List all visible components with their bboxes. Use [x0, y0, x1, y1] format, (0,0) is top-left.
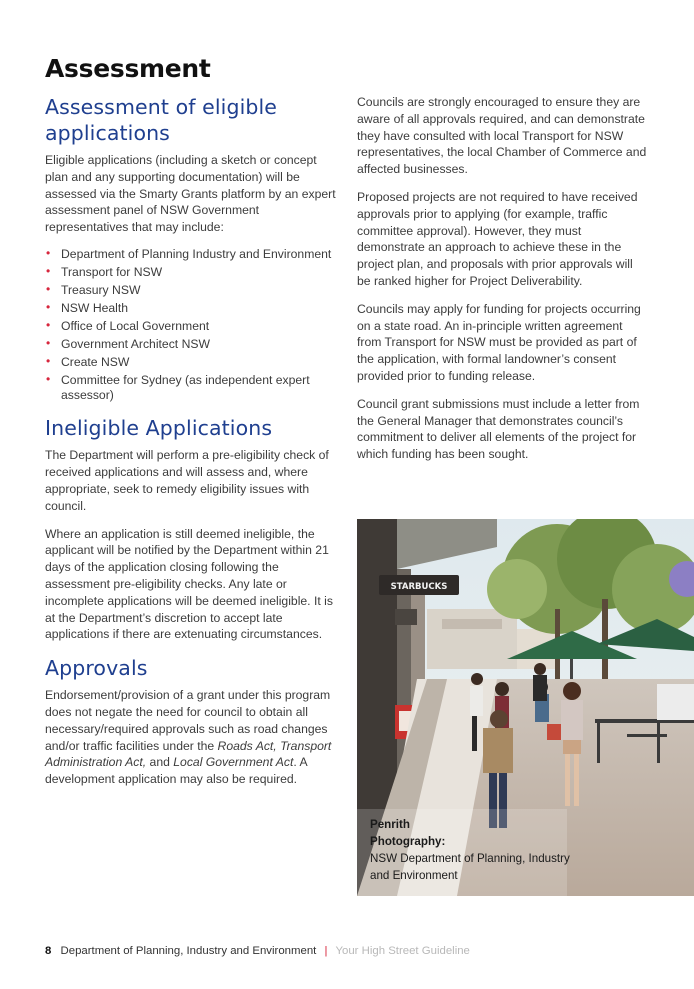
list-item: • Create NSW: [46, 353, 130, 369]
eligible-heading: Assessment of eligible applications: [45, 95, 277, 145]
right-column: [357, 94, 649, 474]
panel-list: [45, 247, 339, 403]
bullet-icon: •: [46, 281, 51, 296]
page-title: Assessment: [45, 54, 211, 83]
caption-credit: NSW Department of Planning, Industry and Environment: [370, 852, 570, 882]
bullet-icon: •: [46, 317, 51, 332]
page-number: 8: [45, 945, 52, 957]
right-para-3: Councils may apply for funding for projects occurring on a state road. An in-principle written agreement from Transport for NSW must be provided as part of the application, with formal landowner’s consent provided prior to funding release.: [357, 301, 641, 383]
caption-label: Photography:: [370, 835, 446, 848]
right-para-4: Council grant submissions must include a letter from the General Manager that demonstrates council’s commitment to deliver all elements of the project for which funding has been sought.: [357, 396, 640, 462]
bullet-icon: •: [46, 263, 51, 278]
list-item: • Office of Local Government: [46, 317, 210, 333]
act-names: Roads Act, Transport Administration Act,: [45, 738, 332, 770]
ineligible-para-1: The Department will perform a pre-eligibility check of received applications and will assess and, where appropriate, seek to remedy eligibility issues with council.: [45, 448, 329, 513]
approvals-para: Endorsement/provision of a grant under this program does not negate the need for council to obtain all necessary/required approvals such as road changes and/or traffic facilities under the Roads Act, Transport Administration Act, and Local Government Act. A development application may also be required.: [45, 688, 332, 787]
approvals-heading: Approvals: [45, 656, 148, 681]
bullet-icon: •: [46, 335, 51, 350]
ineligible-heading: Ineligible Applications: [45, 416, 273, 441]
list-item: • Committee for Sydney (as independent expert assessor): [46, 371, 310, 403]
right-para-1: Councils are strongly encouraged to ensure they are aware of all approvals required, and can demonstrate they have consulted with local Transport for NSW representatives, the local Chamber of Commerce and affected businesses.: [357, 95, 647, 177]
left-column: [45, 94, 339, 799]
list-item: • NSW Health: [46, 299, 129, 315]
list-item: • Government Architect NSW: [46, 335, 211, 351]
photo-caption: [370, 816, 570, 884]
page-footer: [45, 945, 470, 957]
caption-place: Penrith: [370, 818, 410, 831]
eligible-intro: Eligible applications (including a sketch or concept plan and any supporting documentation) will be assessed via the Smarty Grants platform by an expert assessment panel of NSW Government representatives that may include:: [45, 153, 336, 235]
bullet-icon: •: [46, 245, 51, 260]
starbucks-sign-text: STARBUCKS: [390, 582, 448, 592]
right-para-2: Proposed projects are not required to have received approvals prior to applying (for example, traffic committee approval). However, they must demonstrate an approach to achieve these in the project plan, and proposals with prior approvals will be ranked higher for Project Deliverability.: [357, 189, 638, 288]
footer-separator: |: [324, 945, 328, 957]
bullet-icon: •: [46, 371, 51, 386]
bullet-icon: •: [46, 353, 51, 368]
list-item: • Transport for NSW: [46, 263, 163, 279]
bullet-icon: •: [46, 299, 51, 314]
list-item: • Department of Planning Industry and Environment: [46, 245, 332, 261]
list-item: • Treasury NSW: [46, 281, 141, 297]
act-name-lg: Local Government Act: [173, 755, 294, 770]
footer-doc-title: Your High Street Guideline: [335, 945, 470, 957]
ineligible-para-2: Where an application is still deemed ineligible, the applicant will be notified by the Department within 21 days of the application closing following the assessment pre-eligibility checks. Any late or incomplete applications will be deemed ineligible. It is at the Department’s discretion to accept late applications if there are extenuating circumstances.: [45, 526, 333, 642]
footer-department: Department of Planning, Industry and Environment: [60, 945, 317, 957]
